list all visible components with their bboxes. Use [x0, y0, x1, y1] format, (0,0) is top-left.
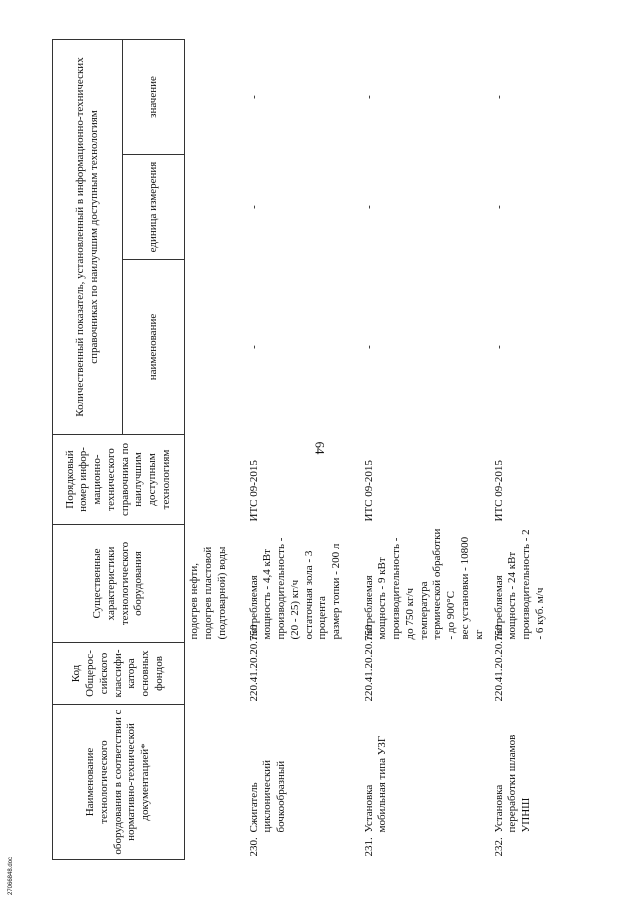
- characteristics: потребляемая мощность - 9 кВт производительность - до 750 кг/ч температура термической обработки - до 900°С вес установки - 10800 кг: [362, 528, 485, 640]
- okof-code: 220.41.20.20.750: [362, 624, 375, 702]
- table-header: [53, 39, 185, 859]
- header-okof-code: Код Общерос-сийского классифи-катора основных фондов: [53, 643, 185, 705]
- equipment-cell: [245, 705, 360, 860]
- equipment-cell: [360, 705, 490, 860]
- indicator-value: -: [247, 95, 260, 99]
- table-row: [245, 39, 360, 859]
- header-equipment-name: Наименование технологического оборудования в соответствии с нормативно-технической документацией*: [53, 705, 185, 860]
- table-body: [185, 39, 600, 859]
- equipment-table-sheet: [52, 40, 592, 860]
- page-number: 64: [312, 441, 328, 455]
- indicator-value: -: [362, 95, 375, 99]
- header-its-number: Порядковый номер инфор-мационно-технического справочника по наилучшим доступным технологиям: [53, 435, 185, 525]
- okof-code: 220.41.20.20.750: [247, 624, 260, 702]
- carry-over-row: [185, 39, 245, 859]
- carry-over-text: подогрев нефти, подогрев пластовой (подтоварной) воды: [188, 546, 228, 640]
- subheader-indicator-unit: единица измерения: [123, 155, 185, 260]
- row-number: 230.: [247, 837, 260, 857]
- indicator-unit: -: [362, 205, 375, 209]
- okof-code: 220.41.20.20.750: [492, 624, 505, 702]
- equipment-table: [52, 39, 600, 860]
- its-number: ИТС 09-2015: [362, 460, 375, 522]
- its-number: ИТС 09-2015: [247, 460, 260, 522]
- characteristics: потребляемая мощность - 24 кВт производительность - 2 - 6 куб. м/ч: [492, 529, 546, 640]
- indicator-name: -: [362, 345, 375, 349]
- row-number: 231.: [362, 837, 375, 857]
- equipment-cell: [490, 705, 600, 860]
- header-characteristics: Существенные характеристики технологического оборудования: [53, 525, 185, 643]
- table-row: [490, 39, 600, 859]
- header-indicator-group: Количественный показатель, установленный в информационно-технических справочниках по наилучшим доступным технологиям: [53, 39, 123, 434]
- subheader-indicator-value: значение: [123, 39, 185, 154]
- characteristics: потребляемая мощность - 4,4 кВт производительность - (20 - 25) кг/ч остаточная зола - 3 процента размер топки - 200 л: [247, 537, 342, 640]
- indicator-name: -: [492, 345, 505, 349]
- its-number: ИТС 09-2015: [492, 460, 505, 522]
- row-number: 232.: [492, 837, 505, 857]
- footer-doc-id: 27066848.doc: [8, 856, 14, 895]
- equipment-name: Сжигатель циклонический бочкообразный: [247, 759, 287, 833]
- indicator-unit: -: [492, 205, 505, 209]
- equipment-name: Установка мобильная типа УЗГ: [362, 735, 389, 833]
- indicator-unit: -: [247, 205, 260, 209]
- table-row: [360, 39, 490, 859]
- subheader-indicator-name: наименование: [123, 260, 185, 435]
- indicator-value: -: [492, 95, 505, 99]
- equipment-name: Установка переработки шламов УПНШ: [492, 734, 532, 833]
- indicator-name: -: [247, 345, 260, 349]
